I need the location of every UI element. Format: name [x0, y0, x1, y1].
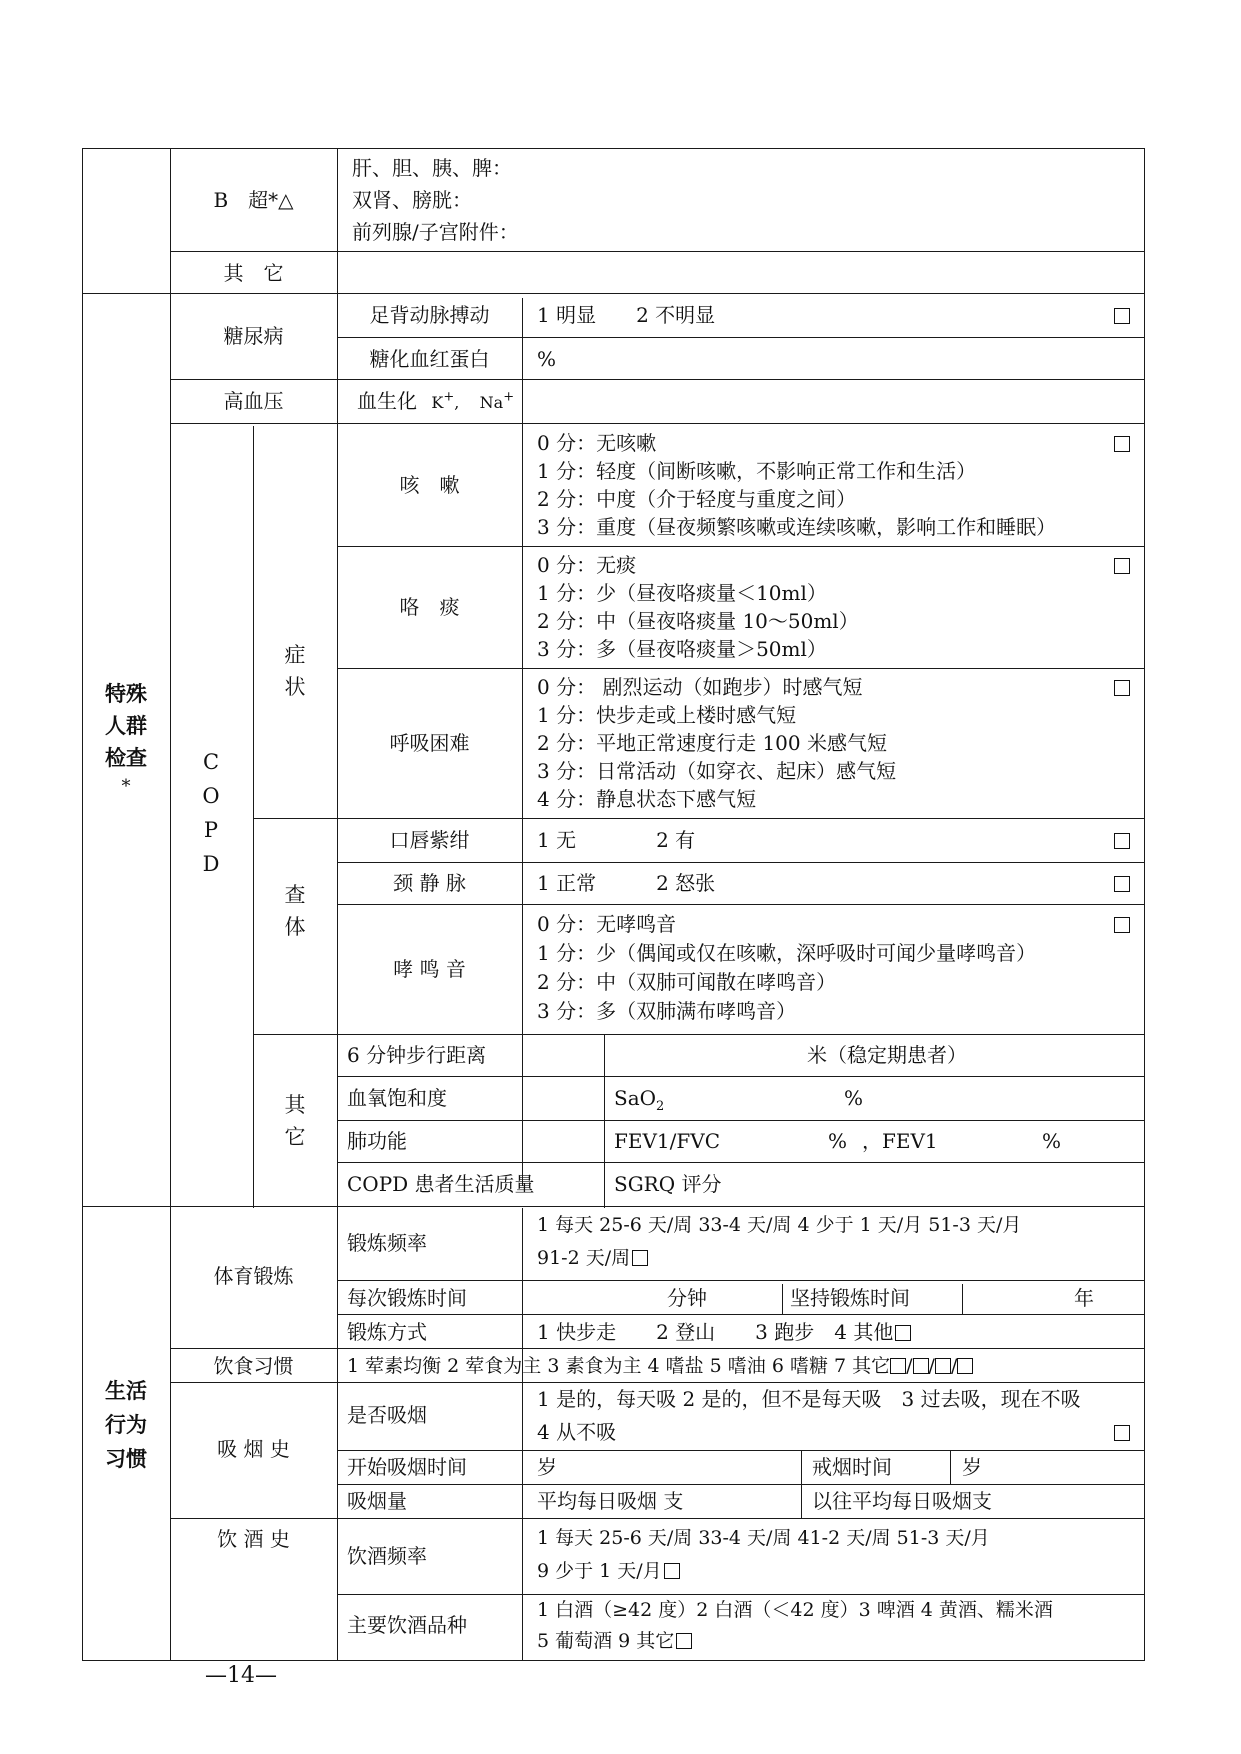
symptoms-label: 症: [284, 643, 306, 667]
cyanosis-label: 口唇紫绀: [389, 828, 470, 852]
spo2-unit: %: [844, 1086, 864, 1110]
exercise-mode-label: 锻炼方式: [347, 1320, 427, 1344]
qol-label: COPD 患者生活质量: [347, 1172, 535, 1196]
wheeze-label: 哮 鸣 音: [393, 957, 466, 981]
diet-slash: /: [950, 1355, 958, 1377]
divider: [782, 1284, 783, 1314]
diet-options: 1 荤素均衡 2 荤食为主 3 素食为主 4 嗜盐 5 嗜油 6 嗜糖 7 其它: [347, 1355, 891, 1377]
sputum-option: 3 分：多（昼夜咯痰量＞50ml）: [537, 637, 827, 661]
divider: [253, 1034, 1145, 1035]
potassium-label: K: [431, 393, 444, 412]
exercise-persist-label: 坚持锻炼时间: [790, 1286, 910, 1310]
divider: [253, 426, 254, 1208]
symptoms-label: 状: [284, 675, 306, 699]
fev1-label: ，FEV1: [862, 1129, 938, 1153]
lung-function-label: 肺功能: [347, 1129, 407, 1153]
table-border-top: [82, 148, 1145, 149]
copd-letter: P: [203, 818, 219, 842]
copd-letter: O: [202, 784, 220, 808]
exercise-mode-options: 1 快步走 2 登山 3 跑步 4 其他: [537, 1320, 894, 1344]
wheeze-option: 1 分：少（偶闻或仅在咳嗽，深呼吸时可闻少量哮鸣音）: [537, 941, 1037, 965]
dyspnea-label: 呼吸困难: [389, 731, 470, 755]
diet-slash: /: [906, 1355, 913, 1377]
smoking-amount-past: 以往平均每日吸烟支: [812, 1489, 992, 1513]
drinking-label: 饮 酒 史: [217, 1527, 290, 1551]
diet-slash: /: [928, 1355, 935, 1377]
special-label-asterisk: *: [121, 776, 131, 797]
exercise-label: 体育锻炼: [213, 1264, 294, 1288]
divider: [337, 546, 1145, 547]
fev1-unit: %: [1042, 1129, 1062, 1153]
divider: [337, 1484, 1145, 1485]
special-label-line: 特殊: [105, 682, 147, 706]
lifestyle-label-line: 习惯: [105, 1447, 147, 1471]
exam-label: 查: [284, 883, 306, 907]
copd-letter: D: [202, 852, 220, 876]
divider: [337, 1076, 1145, 1077]
other-top-label: 其 它: [223, 261, 284, 285]
exercise-freq-options: 1 每天 25-6 天/周 33-4 天/周 4 少于 1 天/月 51-3 天/月: [537, 1214, 1022, 1236]
special-section-label: [82, 678, 170, 800]
dyspnea-checkbox[interactable]: [1114, 680, 1130, 696]
sputum-option: 2 分：中（昼夜咯痰量 10～50ml）: [537, 609, 859, 633]
smoking-status-checkbox[interactable]: [1114, 1425, 1130, 1441]
sputum-option: 1 分：少（昼夜咯痰量＜10ml）: [537, 581, 827, 605]
smoking-amount-label: 吸烟量: [347, 1489, 407, 1513]
dyspnea-option: 3 分：日常活动（如穿衣、起床）感气短: [537, 759, 897, 783]
lifestyle-label-line: 生活: [105, 1379, 147, 1403]
drinking-freq-checkbox[interactable]: [664, 1563, 680, 1579]
exercise-mode-field: [537, 1319, 911, 1345]
special-label-line: 人群: [105, 714, 147, 738]
health-exam-form: [82, 148, 1145, 1661]
page-number: —14—: [205, 1663, 277, 1688]
lifestyle-section-label: [82, 1374, 170, 1476]
dyspnea-option: 4 分：静息状态下感气短: [537, 787, 757, 811]
cough-checkbox[interactable]: [1114, 436, 1130, 452]
divider: [337, 337, 1145, 338]
dyspnea-option: 1 分：快步走或上楼时感气短: [537, 703, 797, 727]
hypertension-label: 高血压: [223, 389, 284, 413]
divider: [337, 904, 1145, 905]
smoking-label: 吸 烟 史: [217, 1437, 290, 1461]
sodium-plus: +: [503, 389, 515, 405]
cough-option: 0 分：无咳嗽: [537, 431, 657, 455]
drinking-type-label: 主要饮酒品种: [347, 1613, 467, 1637]
divider: [253, 818, 1145, 819]
spo2-prefix: SaO: [614, 1086, 657, 1110]
diet-label: 饮食习惯: [213, 1354, 294, 1378]
divider: [170, 1348, 1145, 1349]
hba1c-label: 糖化血红蛋白: [369, 347, 490, 371]
sputum-label: 咯 痰: [399, 595, 460, 619]
walk-value: 米（稳定期患者）: [807, 1043, 967, 1067]
divider: [337, 668, 1145, 669]
jugular-checkbox[interactable]: [1114, 876, 1130, 892]
ultrasound-label: B 超*△: [213, 188, 294, 212]
exercise-mode-checkbox[interactable]: [895, 1325, 911, 1341]
exercise-time-label: 每次锻炼时间: [347, 1286, 467, 1310]
pulse-options: 1 明显 2 不明显: [537, 303, 716, 327]
exercise-freq-options-2: [537, 1245, 648, 1271]
divider: [337, 1314, 1145, 1315]
exercise-persist-unit: 年: [1074, 1286, 1094, 1310]
drinking-type-checkbox[interactable]: [676, 1633, 692, 1649]
cough-option: 1 分：轻度（间断咳嗽，不影响正常工作和生活）: [537, 459, 977, 483]
divider: [170, 423, 1145, 424]
cyanosis-options: 1 无 2 有: [537, 828, 696, 852]
special-label-line: 检查: [105, 746, 147, 770]
cyanosis-checkbox[interactable]: [1114, 833, 1130, 849]
potassium-plus: +: [443, 389, 455, 405]
drinking-freq-label: 饮酒频率: [347, 1544, 427, 1568]
diet-checkbox-4[interactable]: [957, 1358, 973, 1374]
cough-option: 3 分：重度（昼夜频繁咳嗽或连续咳嗽，影响工作和睡眠）: [537, 515, 1057, 539]
exercise-time-unit: 分钟: [667, 1286, 707, 1310]
drinking-freq-options-2: [537, 1558, 680, 1584]
divider: [337, 1594, 1145, 1595]
quit-smoking-label: 戒烟时间: [812, 1455, 892, 1479]
smoking-status-options-2: 4 从不吸: [537, 1420, 617, 1444]
fev1-fvc-label: FEV1/FVC: [614, 1129, 721, 1153]
exercise-freq-checkbox[interactable]: [632, 1250, 648, 1266]
sodium-label: Na: [479, 393, 504, 412]
exercise-freq-line2: 91-2 天/周: [537, 1247, 631, 1269]
copd-letter: C: [202, 750, 220, 774]
table-border-bottom: [82, 1660, 1145, 1661]
fev1-fvc-unit: %: [828, 1129, 848, 1153]
dyspnea-option: 2 分：平地正常速度行走 100 米感气短: [537, 731, 887, 755]
dyspnea-option: 0 分： 剧烈运动（如跑步）时感气短: [537, 675, 863, 699]
diet-checkbox-1[interactable]: [890, 1358, 906, 1374]
divider: [337, 1120, 1145, 1121]
divider: [337, 1280, 1145, 1281]
smoking-start-unit: 岁: [537, 1455, 557, 1479]
ultrasound-liver-line: 肝、胆、胰、脾：: [352, 156, 512, 180]
divider: [604, 1034, 605, 1208]
wheeze-option: 3 分：多（双肺满布哮鸣音）: [537, 999, 797, 1023]
exercise-freq-label: 锻炼频率: [347, 1231, 427, 1255]
smoking-start-label: 开始吸烟时间: [347, 1455, 467, 1479]
cough-label: 咳 嗽: [399, 473, 460, 497]
smoking-status-options: 1 是的，每天吸 2 是的，但不是每天吸 3 过去吸，现在不吸: [537, 1387, 1081, 1411]
wheeze-option: 2 分：中（双肺可闻散在哮鸣音）: [537, 970, 837, 994]
divider: [950, 1450, 951, 1484]
divider: [962, 1284, 963, 1314]
blood-chem-label: 血生化: [357, 389, 417, 413]
divider: [82, 1206, 1145, 1207]
cough-option: 2 分：中度（介于轻度与重度之间）: [537, 487, 857, 511]
divider: [170, 1382, 1145, 1383]
divider: [337, 1162, 1145, 1163]
sgrq-label: SGRQ 评分: [614, 1172, 722, 1196]
quit-smoking-unit: 岁: [962, 1455, 982, 1479]
divider: [337, 1450, 1145, 1451]
copd-other-label: 其: [284, 1093, 306, 1117]
divider: [337, 862, 1145, 863]
exam-label: 体: [284, 915, 306, 939]
divider: [522, 1208, 523, 1660]
walk-label: 6 分钟步行距离: [347, 1043, 487, 1067]
smoking-amount-daily: 平均每日吸烟 支: [537, 1489, 684, 1513]
wheeze-option: 0 分：无哮鸣音: [537, 912, 677, 936]
lifestyle-label-line: 行为: [105, 1413, 147, 1437]
spo2-label: 血氧饱和度: [347, 1086, 447, 1110]
pulse-checkbox[interactable]: [1114, 308, 1130, 324]
drinking-freq-options: 1 每天 25-6 天/周 33-4 天/周 41-2 天/周 51-3 天/月: [537, 1527, 990, 1549]
divider: [170, 148, 171, 1661]
ultrasound-kidney-line: 双肾、膀胱：: [352, 188, 472, 212]
drinking-type-options-2: [537, 1628, 692, 1654]
other-top-field[interactable]: [338, 252, 1144, 293]
spo2-subscript: 2: [656, 1099, 665, 1114]
diet-checkbox-2[interactable]: [913, 1358, 929, 1374]
diabetes-label: 糖尿病: [223, 324, 284, 348]
wheeze-checkbox[interactable]: [1114, 917, 1130, 933]
ultrasound-prostate-line: 前列腺/子宫附件：: [352, 220, 519, 244]
drinking-type-options: 1 白酒（≥42 度）2 白酒（＜42 度）3 啤酒 4 黄酒、糯米酒: [537, 1599, 1053, 1621]
divider: [522, 298, 523, 1186]
diet-checkbox-3[interactable]: [935, 1358, 951, 1374]
divider: [170, 1518, 1145, 1519]
sputum-checkbox[interactable]: [1114, 558, 1130, 574]
spo2-value: [614, 1085, 665, 1114]
divider: [170, 379, 1145, 380]
blood-chem-field: 血生化 K+, Na+: [357, 389, 515, 413]
divider: [82, 293, 1145, 294]
jugular-label: 颈 静 脉: [393, 871, 466, 895]
copd-other-label: 它: [284, 1125, 306, 1149]
drinking-freq-line2: 9 少于 1 天/月: [537, 1560, 662, 1582]
drinking-type-line2: 5 葡萄酒 9 其它: [537, 1630, 675, 1652]
sputum-option: 0 分：无痰: [537, 553, 637, 577]
pulse-label: 足背动脉搏动: [369, 303, 490, 327]
hba1c-unit: %: [537, 347, 557, 371]
jugular-options: 1 正常 2 怒张: [537, 871, 716, 895]
smoking-status-label: 是否吸烟: [347, 1403, 427, 1427]
diet-field: [347, 1353, 973, 1379]
